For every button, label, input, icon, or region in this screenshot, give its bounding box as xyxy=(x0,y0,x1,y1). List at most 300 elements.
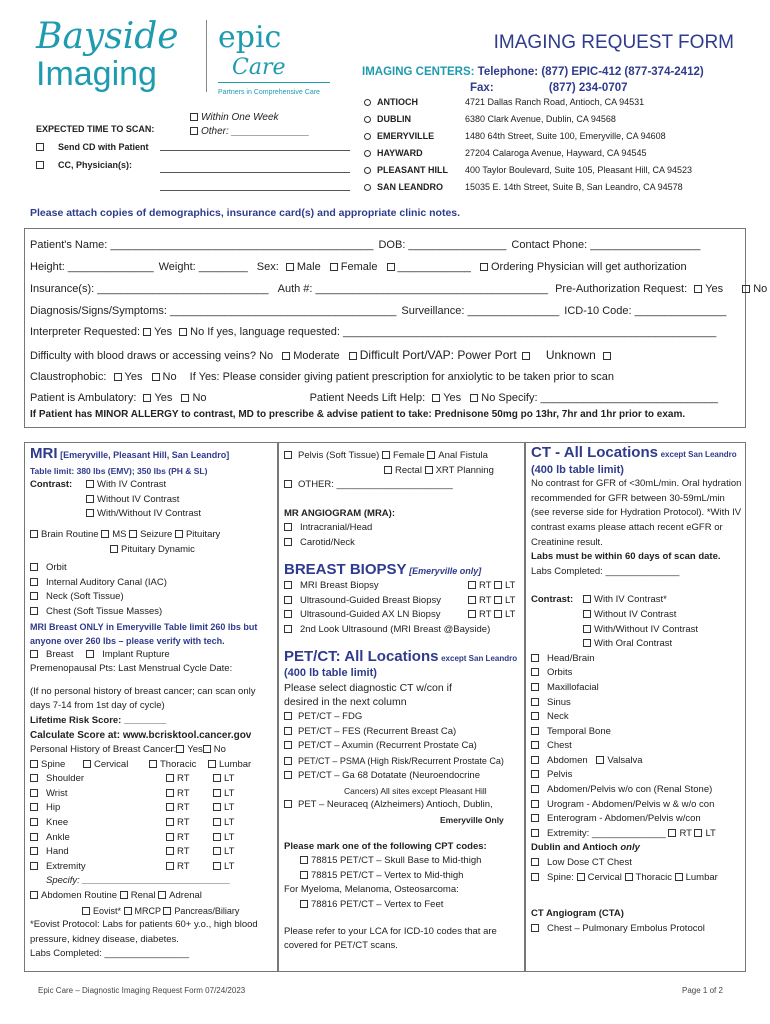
center-name: EMERYVILLE xyxy=(377,131,435,141)
contrast-option: With IV Contrast xyxy=(97,479,167,491)
checkbox-icon[interactable] xyxy=(531,668,539,676)
joint-label: Hip xyxy=(46,802,61,814)
pet-sub: except San Leandro xyxy=(441,653,518,663)
joint-row[interactable] xyxy=(30,831,276,846)
checkbox-icon[interactable] xyxy=(432,394,440,402)
abdomen-row-2[interactable] xyxy=(30,904,276,919)
checkbox-icon[interactable] xyxy=(468,610,476,618)
ct-item[interactable] xyxy=(531,725,743,740)
checkbox-icon[interactable] xyxy=(531,683,539,691)
checkbox-icon[interactable] xyxy=(30,760,38,768)
cpt-title: Please mark one of the following CPT codes: xyxy=(284,840,487,852)
checkbox-icon[interactable] xyxy=(284,757,292,765)
cpt-item[interactable] xyxy=(284,854,522,869)
checkbox-icon[interactable] xyxy=(143,328,151,336)
checkbox-icon[interactable] xyxy=(694,285,702,293)
pet-item[interactable] xyxy=(284,739,522,754)
patient-row-1[interactable] xyxy=(30,239,700,251)
center-address: 1480 64th Street, Suite 100, Emeryville, CA 94608 xyxy=(465,131,666,141)
joint-row[interactable] xyxy=(30,845,276,860)
yes-label: Yes xyxy=(187,744,203,756)
ct-item[interactable] xyxy=(531,666,743,681)
option-label: Low Dose CT Chest xyxy=(547,857,632,869)
checkbox-icon[interactable] xyxy=(166,818,174,826)
checkbox-icon[interactable] xyxy=(531,829,539,837)
option-label: 78815 PET/CT – Skull Base to Mid-thigh xyxy=(311,855,482,867)
checkbox-icon[interactable] xyxy=(282,352,290,360)
checkbox-icon[interactable] xyxy=(86,495,94,503)
ct-item[interactable] xyxy=(531,798,743,813)
spine-label: Spine: xyxy=(547,871,574,883)
ct-contrast-row[interactable] xyxy=(531,608,743,623)
ct-item[interactable] xyxy=(531,739,743,754)
other-option[interactable] xyxy=(190,125,309,139)
checkbox-icon[interactable] xyxy=(213,818,221,826)
option-label: PET/CT – PSMA (High Risk/Recurrent Prostate Ca) xyxy=(298,755,504,766)
radio-icon[interactable] xyxy=(364,133,371,140)
checkbox-icon[interactable] xyxy=(152,373,160,381)
checkbox-icon[interactable] xyxy=(583,610,591,618)
checkbox-icon[interactable] xyxy=(175,530,183,538)
pet-item[interactable] xyxy=(284,754,522,770)
checkbox-icon[interactable] xyxy=(30,607,38,615)
ct-column xyxy=(531,446,743,936)
checkbox-icon[interactable] xyxy=(583,625,591,633)
checkbox-icon[interactable] xyxy=(300,871,308,879)
patient-row-3[interactable] xyxy=(30,283,767,295)
checkbox-icon[interactable] xyxy=(427,451,435,459)
checkbox-icon[interactable] xyxy=(30,592,38,600)
checkbox-icon[interactable] xyxy=(531,756,539,764)
checkbox-icon[interactable] xyxy=(101,530,109,538)
checkbox-icon[interactable] xyxy=(531,741,539,749)
checkbox-icon[interactable] xyxy=(531,770,539,778)
spine-option: Spine xyxy=(41,758,66,770)
checkbox-icon[interactable] xyxy=(384,466,392,474)
checkbox-icon[interactable] xyxy=(387,263,395,271)
joint-label: Extremity xyxy=(46,860,86,872)
claustrophobic-label: Claustrophobic: xyxy=(30,371,107,383)
ct-item[interactable] xyxy=(531,812,743,827)
checkbox-icon[interactable] xyxy=(166,833,174,841)
checkbox-icon[interactable] xyxy=(425,466,433,474)
lifetime-risk-field[interactable]: Lifetime Risk Score: ________ xyxy=(30,714,167,726)
mri-item[interactable] xyxy=(30,590,276,605)
mri-item[interactable] xyxy=(30,561,276,576)
pet-item[interactable] xyxy=(284,725,522,740)
checkbox-icon[interactable] xyxy=(468,581,476,589)
checkbox-icon[interactable] xyxy=(143,394,151,402)
specify-field[interactable]: Specify: ____________________________ xyxy=(46,875,231,887)
pelvis-row-2[interactable] xyxy=(284,464,522,479)
option-label: Head/Brain xyxy=(547,652,595,664)
checkbox-icon[interactable] xyxy=(284,480,292,488)
checkbox-icon[interactable] xyxy=(577,873,585,881)
rt-label: RT xyxy=(177,787,190,799)
checkbox-icon[interactable] xyxy=(284,596,292,604)
cpt-item[interactable] xyxy=(284,869,522,884)
pet-item[interactable] xyxy=(284,769,522,784)
checkbox-icon[interactable] xyxy=(742,285,750,293)
checkbox-icon[interactable] xyxy=(30,789,38,797)
center-row[interactable] xyxy=(364,148,744,165)
auth-field[interactable]: Auth #: ______________________________________ xyxy=(277,283,548,295)
pelvis-row[interactable] xyxy=(284,449,522,464)
joint-row[interactable] xyxy=(30,860,276,875)
fax-number: (877) 234-0707 xyxy=(548,82,628,94)
diagnosis-field[interactable]: Diagnosis/Signs/Symptoms: _____________________________________ xyxy=(30,305,397,317)
option-label: Intracranial/Head xyxy=(300,522,373,534)
checkbox-icon[interactable] xyxy=(583,595,591,603)
patient-row-7[interactable] xyxy=(30,371,614,383)
footer-page: Page 1 of 2 xyxy=(682,986,723,995)
checkbox-icon[interactable] xyxy=(213,803,221,811)
mri-contrast-row[interactable] xyxy=(30,478,276,493)
extremity-field[interactable]: Extremity: ______________ xyxy=(547,827,666,839)
checkbox-icon[interactable] xyxy=(166,774,174,782)
pet-item[interactable] xyxy=(284,710,522,725)
interpreter-label: Interpreter Requested: xyxy=(30,326,141,338)
expected-label: EXPECTED TIME TO SCAN: xyxy=(36,124,155,134)
checkbox-icon[interactable] xyxy=(625,873,633,881)
eovist-note: *Eovist Protocol: Labs for patients 60+ y.o., high blood pressure, kidney disease, diabetes. xyxy=(30,919,258,945)
radio-icon[interactable] xyxy=(364,150,371,157)
send-cd-option[interactable] xyxy=(36,142,149,152)
joint-label: Wrist xyxy=(46,787,68,799)
checkbox-icon[interactable] xyxy=(284,523,292,531)
dob-field[interactable]: DOB: ________________ xyxy=(378,239,507,251)
checkbox-icon[interactable] xyxy=(36,161,44,169)
mri-spine-row[interactable] xyxy=(30,758,276,773)
ct-item[interactable] xyxy=(531,783,743,798)
checkbox-icon[interactable] xyxy=(149,760,157,768)
joint-label: Ankle xyxy=(46,831,70,843)
checkbox-icon[interactable] xyxy=(129,530,137,538)
language-field[interactable]: No If yes, language requested: _____________________________________________________________ xyxy=(190,326,717,338)
contrast-option: With IV Contrast* xyxy=(594,594,667,606)
checkbox-icon[interactable] xyxy=(166,803,174,811)
checkbox-icon[interactable] xyxy=(284,741,292,749)
checkbox-icon[interactable] xyxy=(675,873,683,881)
checkbox-icon[interactable] xyxy=(30,833,38,841)
checkbox-icon[interactable] xyxy=(694,829,702,837)
cta-item[interactable] xyxy=(531,922,743,937)
lumbar-option: Lumbar xyxy=(219,758,252,770)
checkbox-icon[interactable] xyxy=(190,127,198,135)
patient-row-8[interactable] xyxy=(30,392,718,404)
checkbox-icon[interactable] xyxy=(213,789,221,797)
pet-item[interactable] xyxy=(284,798,522,813)
checkbox-icon[interactable] xyxy=(286,263,294,271)
checkbox-icon[interactable] xyxy=(284,771,292,779)
checkbox-icon[interactable] xyxy=(176,745,184,753)
lift-help-label: Patient Needs Lift Help: xyxy=(309,392,426,404)
checkbox-icon[interactable] xyxy=(36,143,44,151)
mri-contrast-row[interactable] xyxy=(30,493,276,508)
yes-label: Yes xyxy=(154,326,173,338)
option-label: Chest – Pulmonary Embolus Protocol xyxy=(547,922,705,934)
pet-title: PET/CT: All Locations xyxy=(284,647,439,665)
mri-breast-row[interactable] xyxy=(30,648,276,663)
mra-item[interactable] xyxy=(284,521,522,536)
height-field[interactable]: Height: ______________ xyxy=(30,261,154,273)
checkbox-icon[interactable] xyxy=(284,712,292,720)
ct-item[interactable] xyxy=(531,696,743,711)
attach-note: Please attach copies of demographics, insurance card(s) and appropriate clinic notes. xyxy=(30,207,461,219)
checkbox-icon[interactable] xyxy=(382,451,390,459)
checkbox-icon[interactable] xyxy=(583,639,591,647)
checkbox-icon[interactable] xyxy=(30,803,38,811)
mri-item[interactable] xyxy=(30,605,276,620)
breast-option: Breast xyxy=(46,648,74,660)
checkbox-icon[interactable] xyxy=(531,727,539,735)
mri-contrast-row[interactable] xyxy=(30,507,276,522)
rt-label: RT xyxy=(177,831,190,843)
lt-label: LT xyxy=(224,802,235,814)
within-week-option[interactable] xyxy=(190,111,309,125)
checkbox-icon[interactable] xyxy=(531,924,539,932)
center-name: SAN LEANDRO xyxy=(377,182,444,192)
center-row[interactable] xyxy=(364,114,744,131)
checkbox-icon[interactable] xyxy=(531,800,539,808)
cc-physician[interactable] xyxy=(36,160,132,170)
patient-row-5[interactable] xyxy=(30,326,716,338)
checkbox-icon[interactable] xyxy=(30,650,38,658)
checkbox-icon[interactable] xyxy=(86,480,94,488)
only-label: only xyxy=(620,842,640,854)
patient-name-field[interactable]: Patient's Name: ___________________________________________ xyxy=(30,239,374,251)
checkbox-icon[interactable] xyxy=(124,907,132,915)
radio-icon[interactable] xyxy=(364,167,371,174)
ct-sub: except San Leandro xyxy=(660,450,737,459)
checkbox-icon[interactable] xyxy=(179,328,187,336)
option-label: Carotid/Neck xyxy=(300,536,355,548)
joint-row[interactable] xyxy=(30,787,276,802)
checkbox-icon[interactable] xyxy=(208,760,216,768)
center-row[interactable] xyxy=(364,97,744,114)
allergy-note: If Patient has MINOR ALLERGY to contrast, MD to prescribe & advise patient to take: Prednisone 50mg po 13hr, 7hr and 1hr prior to exam. xyxy=(30,409,686,420)
checkbox-icon[interactable] xyxy=(284,451,292,459)
checkbox-icon[interactable] xyxy=(522,352,530,360)
checkbox-icon[interactable] xyxy=(596,756,604,764)
checkbox-icon[interactable] xyxy=(213,847,221,855)
checkbox-icon[interactable] xyxy=(494,610,502,618)
mri-header xyxy=(30,447,276,464)
ct-contrast-row[interactable] xyxy=(531,623,743,638)
checkbox-icon[interactable] xyxy=(158,891,166,899)
checkbox-icon[interactable] xyxy=(30,774,38,782)
ct-item[interactable] xyxy=(531,652,743,667)
form-title: IMAGING REQUEST FORM xyxy=(493,32,734,53)
center-row[interactable] xyxy=(364,182,744,199)
second-look-item[interactable] xyxy=(284,623,522,638)
radio-icon[interactable] xyxy=(364,116,371,123)
option-label: Send CD with Patient xyxy=(58,142,149,152)
checkbox-icon[interactable] xyxy=(30,563,38,571)
dublin-antioch-note xyxy=(531,841,743,856)
risk-note: (If no personal history of breast cancer; can scan only days 7-14 from 1st day of cycle) xyxy=(30,685,256,712)
checkbox-icon[interactable] xyxy=(30,847,38,855)
checkbox-icon[interactable] xyxy=(284,610,292,618)
mri-brain-row[interactable] xyxy=(30,528,276,543)
rt-label: RT xyxy=(177,802,190,814)
logo-bayside: Bayside xyxy=(36,16,179,57)
personal-history-row[interactable] xyxy=(30,743,276,758)
lift-specify-field[interactable]: No Specify: _____________________________ xyxy=(481,392,718,404)
radio-icon[interactable] xyxy=(364,184,371,191)
option-label: Ultrasound-Guided AX LN Biopsy xyxy=(300,609,441,621)
joint-row[interactable] xyxy=(30,816,276,831)
option-label: Temporal Bone xyxy=(547,725,611,737)
logo-care: Care xyxy=(232,55,286,80)
patient-row-6[interactable] xyxy=(30,348,614,362)
checkbox-icon[interactable] xyxy=(166,862,174,870)
checkbox-icon[interactable] xyxy=(300,856,308,864)
checkbox-icon[interactable] xyxy=(494,596,502,604)
pet-limit: (400 lb table limit) xyxy=(284,667,377,680)
checkbox-icon[interactable] xyxy=(213,862,221,870)
checkbox-icon[interactable] xyxy=(284,581,292,589)
abdomen-row[interactable] xyxy=(30,889,276,904)
sex-other-field[interactable]: ____________ xyxy=(397,261,471,273)
checkbox-icon[interactable] xyxy=(30,530,38,538)
checkbox-icon[interactable] xyxy=(181,394,189,402)
option-label: Rectal xyxy=(395,464,422,476)
checkbox-icon[interactable] xyxy=(300,900,308,908)
center-row[interactable] xyxy=(364,165,744,182)
checkbox-icon[interactable] xyxy=(349,352,357,360)
biopsy-item[interactable]: Ultrasound-Guided AX LN Biopsy RT LT xyxy=(284,608,522,623)
premenopausal-field[interactable]: Premenopausal Pts: Last Menstrual Cycle Date: xyxy=(30,663,233,675)
ct-contrast-row[interactable] xyxy=(531,593,743,608)
expected-options xyxy=(190,111,309,139)
checkbox-icon[interactable] xyxy=(190,113,198,121)
checkbox-icon[interactable] xyxy=(30,862,38,870)
no-label: No xyxy=(753,283,768,295)
checkbox-icon[interactable] xyxy=(163,907,171,915)
biopsy-item[interactable]: Ultrasound-Guided Breast Biopsy RT LT xyxy=(284,594,522,609)
cpt-item[interactable] xyxy=(284,898,522,913)
checkbox-icon[interactable] xyxy=(603,352,611,360)
icd10-field[interactable]: ICD-10 Code: _______________ xyxy=(564,305,727,317)
ct-limit: (400 lb table limit) xyxy=(531,463,624,476)
ct-item[interactable] xyxy=(531,768,743,783)
checkbox-icon[interactable] xyxy=(284,800,292,808)
joint-row[interactable] xyxy=(30,772,276,787)
rt-label: RT xyxy=(177,773,190,785)
anxiolytic-note: If Yes: Please consider giving patient prescription for anxiolytic to be taken prior to scan xyxy=(189,371,614,383)
checkbox-icon[interactable] xyxy=(30,578,38,586)
blood-draw-label: Difficulty with blood draws or accessing veins? No xyxy=(30,350,274,362)
ambulatory-label: Patient is Ambulatory: xyxy=(30,392,137,404)
insurance-field[interactable]: Insurance(s): ____________________________ xyxy=(30,283,269,295)
center-row[interactable] xyxy=(364,131,744,148)
checkbox-icon[interactable] xyxy=(531,858,539,866)
checkbox-icon[interactable] xyxy=(86,650,94,658)
checkbox-icon[interactable] xyxy=(668,829,676,837)
ct-spine-row[interactable] xyxy=(531,871,743,886)
unknown-label: Unknown xyxy=(545,348,596,362)
checkbox-icon[interactable] xyxy=(30,818,38,826)
ct-item[interactable] xyxy=(531,856,743,871)
checkbox-icon[interactable] xyxy=(86,509,94,517)
checkbox-icon[interactable] xyxy=(531,785,539,793)
cta-title: CT Angiogram (CTA) xyxy=(531,908,624,920)
centers-telephone: Telephone: (877) EPIC-412 (877-374-2412) xyxy=(477,66,704,78)
checkbox-icon[interactable] xyxy=(480,263,488,271)
preauth-label: Pre-Authorization Request: xyxy=(555,283,688,295)
weight-field[interactable]: Weight: ________ xyxy=(158,261,248,273)
ct-item[interactable] xyxy=(531,827,743,842)
checkbox-icon[interactable] xyxy=(531,873,539,881)
other-field[interactable]: OTHER: ______________________ xyxy=(298,479,453,491)
ct-contrast-row[interactable] xyxy=(531,637,743,652)
biopsy-item[interactable]: MRI Breast Biopsy RT LT xyxy=(284,579,522,594)
ordering-physician-auth: Ordering Physician will get authorization xyxy=(491,261,687,273)
checkbox-icon[interactable] xyxy=(166,789,174,797)
checkbox-icon[interactable] xyxy=(330,263,338,271)
radio-icon[interactable] xyxy=(364,99,371,106)
fax-line xyxy=(470,82,628,94)
checkbox-icon[interactable] xyxy=(82,907,90,915)
checkbox-icon[interactable] xyxy=(531,814,539,822)
checkbox-icon[interactable] xyxy=(494,581,502,589)
checkbox-icon[interactable] xyxy=(213,774,221,782)
option-label: Chest (Soft Tissue Masses) xyxy=(46,605,163,617)
patient-row-4[interactable] xyxy=(30,305,726,317)
lt-label: LT xyxy=(224,787,235,799)
checkbox-icon[interactable] xyxy=(531,712,539,720)
ct-item[interactable] xyxy=(531,681,743,696)
calc-score-note: Calculate Score at: www.bcrisktool.cancer.gov xyxy=(30,729,252,741)
surveillance-field[interactable]: Surveillance: _______________ xyxy=(401,305,560,317)
ct-labs-field[interactable]: Labs Completed: ______________ xyxy=(531,565,680,577)
checkbox-icon[interactable] xyxy=(468,596,476,604)
no-label: No xyxy=(192,392,207,404)
joint-label: Knee xyxy=(46,817,69,829)
female-label: Female xyxy=(340,261,378,273)
mri-pit-dyn[interactable] xyxy=(30,543,276,558)
checkbox-icon[interactable] xyxy=(110,545,118,553)
checkbox-icon[interactable] xyxy=(213,833,221,841)
patient-row-2[interactable] xyxy=(30,261,687,273)
checkbox-icon[interactable] xyxy=(203,745,211,753)
checkbox-icon[interactable] xyxy=(83,760,91,768)
checkbox-icon[interactable] xyxy=(114,373,122,381)
option-label: Sinus xyxy=(547,696,571,708)
checkbox-icon[interactable] xyxy=(120,891,128,899)
ct-item[interactable] xyxy=(531,754,743,769)
joint-label: Hand xyxy=(46,846,69,858)
contact-phone-field[interactable]: Contact Phone: __________________ xyxy=(511,239,701,251)
joint-row[interactable] xyxy=(30,801,276,816)
checkbox-icon[interactable] xyxy=(284,538,292,546)
labs-completed-field[interactable]: Labs Completed: ________________ xyxy=(30,948,189,960)
checkbox-icon[interactable] xyxy=(284,727,292,735)
mra-item[interactable] xyxy=(284,536,522,551)
checkbox-icon[interactable] xyxy=(166,847,174,855)
other-row[interactable] xyxy=(284,478,522,493)
checkbox-icon[interactable] xyxy=(531,654,539,662)
mri-item[interactable] xyxy=(30,576,276,591)
logo-epic: epic xyxy=(218,20,282,55)
checkbox-icon[interactable] xyxy=(531,698,539,706)
checkbox-icon[interactable] xyxy=(470,394,478,402)
ct-item[interactable] xyxy=(531,710,743,725)
checkbox-icon[interactable] xyxy=(30,891,38,899)
checkbox-icon[interactable] xyxy=(284,625,292,633)
contrast-label: Contrast: xyxy=(30,479,73,491)
